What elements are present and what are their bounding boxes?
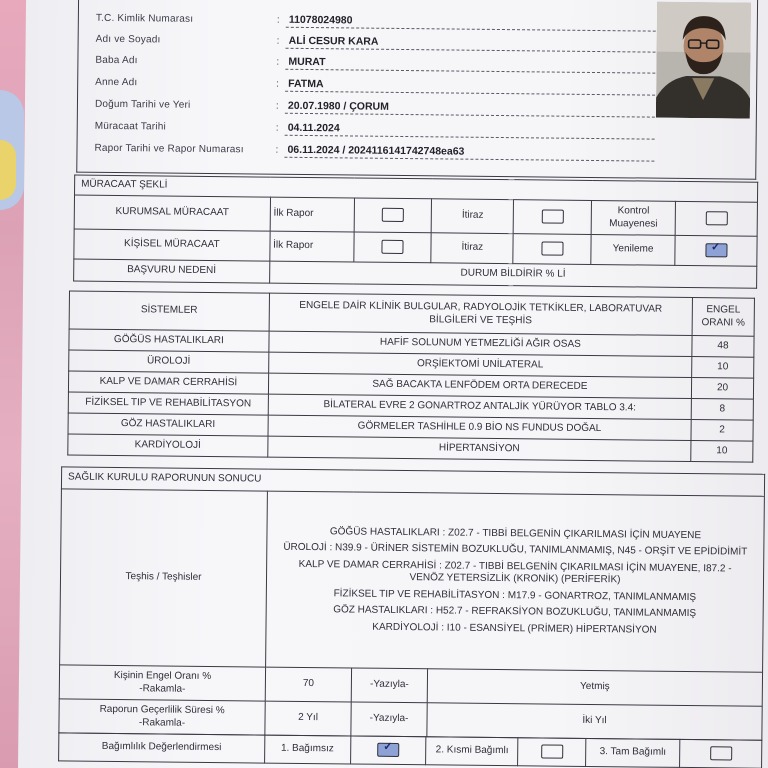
applicant-field-label: Müracaat Tarihi: [94, 120, 166, 133]
checkbox-icon[interactable]: [710, 747, 732, 761]
option-objection-label: İtiraz: [432, 199, 514, 234]
systems-row-system: KARDİYOLOJİ: [68, 434, 268, 457]
application-reason-value: DURUM BİLDİRİR % Lİ: [269, 261, 757, 288]
checkbox-icon[interactable]: [541, 242, 563, 256]
systems-row-rate: 8: [691, 399, 753, 421]
checkbox-icon[interactable]: [541, 745, 563, 759]
applicant-field-label: Rapor Tarihi ve Rapor Numarası: [94, 142, 244, 156]
systems-header-system: SİSTEMLER: [69, 291, 269, 331]
applicant-field-colon: :: [276, 35, 280, 47]
diagnosis-item: FİZİKSEL TIP VE REHABİLİTASYON : M17.9 - GONARTROZ, TANIMLANMAMIŞ: [333, 588, 697, 603]
systems-row-rate: 10: [692, 357, 754, 379]
option-objection-label: İtiraz: [431, 233, 513, 264]
diagnosis-item: GÖĞÜS HASTALIKLARI : Z02.7 - TIBBİ BELGENİN ÇIKARILMASI İÇİN MUAYENE: [329, 526, 702, 541]
applicant-field-value: 06.11.2024 / 2024116141742748ea63: [287, 143, 465, 158]
dependency-option-partial: 2. Kısmi Bağımlı: [426, 737, 518, 766]
application-reason-label: BAŞVURU NEDENİ: [74, 259, 270, 283]
disability-rate-number: 70: [265, 667, 351, 702]
application-section-title: MÜRACAAT ŞEKLİ: [75, 175, 758, 202]
checkbox-objection-institutional[interactable]: [513, 200, 591, 235]
systems-table: [67, 291, 755, 463]
disability-rate-label-line1: Kişinin Engel Oranı %: [113, 669, 212, 683]
report-document: [18, 0, 768, 768]
applicant-field-colon: :: [275, 122, 279, 134]
diagnosis-item: GÖZ HASTALIKLARI : H52.7 - REFRAKSİYON BOZUKLUĞU, TANIMLANMAMIŞ: [333, 604, 697, 620]
checkbox-icon[interactable]: [381, 240, 403, 254]
diagnosis-item: KARDİYOLOJİ : I10 - ESANSİYEL (PRİMER) HİPERTANSİYON: [372, 621, 657, 636]
dependency-label: Bağımlılık Değerlendirmesi: [59, 733, 265, 763]
applicant-field-value: 20.07.1980 / ÇORUM: [287, 99, 389, 113]
checkbox-control-institutional[interactable]: [675, 201, 757, 236]
person-photo-icon: [656, 2, 751, 119]
applicant-photo: [656, 2, 751, 119]
systems-row-rate: 10: [691, 441, 753, 463]
result-section-title: SAĞLIK KURULU RAPORUNUN SONUCU: [61, 467, 764, 496]
disability-rate-label: [59, 665, 265, 701]
validity-label: [59, 699, 265, 735]
systems-row-findings: BİLATERAL EVRE 2 GONARTROZ ANTALJİK YÜRÜYOR TABLO 3.4:: [268, 394, 691, 419]
checked-checkbox-icon[interactable]: [705, 244, 727, 258]
validity-written-label: -Yazıyla-: [351, 702, 427, 737]
systems-row-findings: ORŞİEKTOMİ UNİLATERAL: [268, 352, 691, 377]
diagnosis-item: ÜROLOJİ : N39.9 - ÜRİNER SİSTEMİN BOZUKLUĞU, TANIMLANMAMIŞ, N45 - ORŞİT VE EPİDİDİMİT: [283, 542, 748, 558]
checkbox-icon[interactable]: [382, 208, 404, 222]
systems-row-system: GÖZ HASTALIKLARI: [68, 413, 268, 436]
systems-row-system: GÖĞÜS HASTALIKLARI: [69, 329, 269, 352]
application-type-label: KİŞİSEL MÜRACAAT: [74, 229, 270, 261]
applicant-field-colon: :: [275, 144, 279, 156]
disability-rate-label-line2: -Rakamla-: [139, 682, 186, 695]
application-table: [73, 175, 758, 289]
option-control-label: Kontrol Muayenesi: [591, 200, 675, 235]
applicant-field-label: Doğum Tarihi ve Yeri: [94, 98, 191, 111]
checkbox-icon[interactable]: [541, 210, 563, 224]
result-table: [58, 466, 765, 740]
option-first-report-label: İlk Rapor: [270, 197, 354, 232]
validity-number: 2 Yıl: [265, 701, 351, 736]
systems-row-system: FİZİKSEL TIP VE REHABİLİTASYON: [68, 392, 268, 415]
fabric-pattern-yellow: [0, 140, 16, 200]
dependency-option-full: 3. Tam Bağımlı: [586, 738, 680, 767]
diagnosis-label: Teşhis / Teşhisler: [60, 489, 268, 667]
applicant-field-value: ALİ CESUR KARA: [288, 34, 379, 48]
systems-row-findings: HİPERTANSİYON: [268, 436, 691, 461]
disability-rate-written-label: -Yazıyla-: [351, 668, 427, 703]
diagnosis-item: KALP VE DAMAR CERRAHİSİ : Z02.7 - TIBBİ BELGENİN ÇIKARILMASI İÇİN MUAYENE, I87.2 - VENÖZ YETERSİZLİK (KRONİK) (PERİFERİK): [298, 558, 732, 586]
application-type-label: KURUMSAL MÜRACAAT: [74, 195, 270, 231]
diagnosis-list: [266, 491, 765, 672]
systems-row-findings: GÖRMELER TASHİHLE 0.9 BİO NS FUNDUS DOĞAL: [268, 415, 691, 440]
option-renewal-label: Yenileme: [591, 234, 675, 265]
validity-label-line2: -Rakamla-: [138, 716, 186, 729]
systems-row-system: ÜROLOJİ: [69, 350, 269, 373]
dependency-option-independent: 1. Bağımsız: [264, 735, 350, 764]
applicant-field-label: Adı ve Soyadı: [95, 33, 161, 46]
checkbox-objection-personal[interactable]: [513, 234, 591, 265]
systems-row-findings: HAFİF SOLUNUM YETMEZLİĞİ AĞIR OSAS: [269, 331, 692, 356]
checkbox-first-report-personal[interactable]: [353, 232, 431, 263]
systems-row-system: KALP VE DAMAR CERRAHİSİ: [68, 371, 268, 394]
applicant-field-value: MURAT: [288, 55, 326, 69]
checkbox-icon[interactable]: [705, 212, 727, 226]
applicant-field-value: FATMA: [288, 77, 324, 91]
systems-header-rate: ENGEL ORANI %: [692, 298, 754, 337]
systems-row-findings: SAĞ BACAKTA LENFÖDEM ORTA DERECEDE: [268, 373, 691, 398]
systems-header-findings: ENGELE DAİR KLİNİK BULGULAR, RADYOLOJİK TETKİKLER, LABORATUVAR BİLGİLERİ VE TEŞHİS: [269, 293, 693, 335]
applicant-field-colon: :: [276, 78, 280, 90]
checkbox-first-report-institutional[interactable]: [354, 198, 432, 233]
applicant-field-colon: :: [275, 100, 279, 112]
validity-label-line1: Raporun Geçerlilik Süresi %: [99, 703, 225, 717]
systems-row-rate: 2: [691, 420, 753, 442]
checkbox-partial[interactable]: [518, 738, 586, 767]
option-first-report-label: İlk Rapor: [270, 231, 354, 262]
applicant-field-colon: :: [276, 56, 280, 68]
applicant-field-colon: :: [276, 14, 280, 26]
systems-row-rate: 20: [691, 378, 753, 400]
checkbox-full[interactable]: [680, 739, 762, 768]
diagnosis-row: [60, 489, 765, 672]
dependency-row: [59, 733, 762, 768]
applicant-field-value: 11078024980: [288, 13, 353, 27]
checkbox-independent[interactable]: [350, 736, 426, 765]
disability-rate-words: Yetmiş: [427, 669, 762, 707]
validity-words: İki Yıl: [427, 703, 762, 741]
applicant-field-label: T.C. Kimlik Numarası: [95, 12, 194, 25]
applicant-field-label: Anne Adı: [95, 76, 138, 89]
checked-checkbox-icon[interactable]: [377, 743, 399, 757]
applicant-field-label: Baba Adı: [95, 54, 138, 67]
systems-row-rate: 48: [692, 336, 754, 358]
checkbox-renewal-personal[interactable]: [675, 235, 757, 266]
applicant-field-value: 04.11.2024: [287, 121, 340, 135]
dependency-table: [58, 732, 762, 768]
